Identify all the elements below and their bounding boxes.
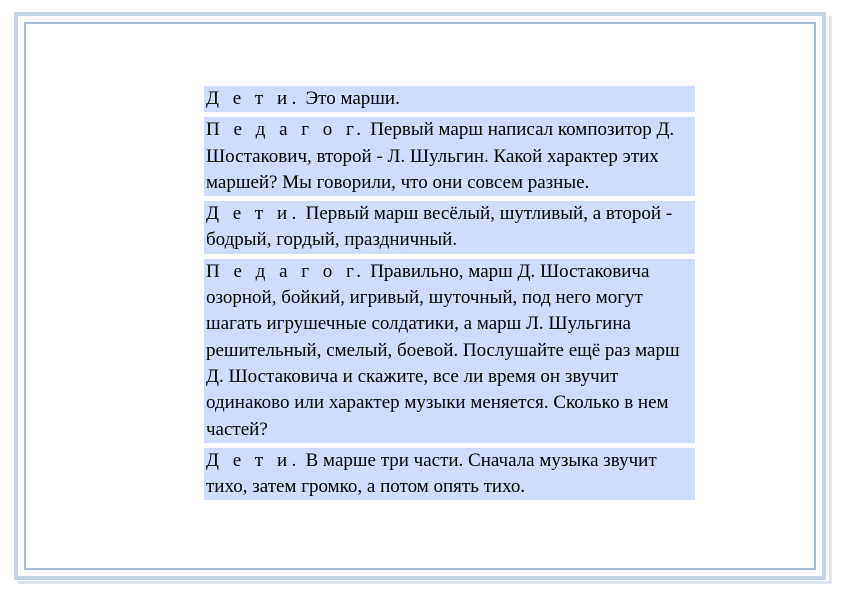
dialogue-text-box bbox=[204, 86, 695, 500]
speaker-label: Д е т и. bbox=[206, 449, 301, 471]
dialogue-line: Это марши. bbox=[305, 88, 400, 109]
dialogue-paragraph-teacher bbox=[204, 117, 695, 196]
dialogue-line: Правильно, марш Д. Шостаковича озорной, бойкий, игривый, шуточный, под него могут шагать игрушечные солдатики, а марш Л. Шульгина решительный, смелый, боевой. Послушайте ещё раз марш Д. Шостаковича и скажите, все ли время он звучит одинаково или характер музыки меняется. Сколько в нем частей? bbox=[206, 260, 680, 440]
speaker-label: П е д а г о г. bbox=[206, 119, 366, 141]
dialogue-paragraph-children bbox=[204, 448, 695, 501]
speaker-label: Д е т и. bbox=[206, 88, 301, 109]
dialogue-paragraph-children bbox=[204, 86, 695, 112]
dialogue-line: Первый марш написал композитор Д. Шостакович, второй - Л. Шульгин. Какой характер этих маршей? Мы говорили, что они совсем разные. bbox=[206, 119, 675, 193]
speaker-label: П е д а г о г. bbox=[206, 260, 366, 282]
dialogue-paragraph-children bbox=[204, 201, 695, 254]
dialogue-line: Первый марш весёлый, шутливый, а второй - бодрый, гордый, праздничный. bbox=[206, 203, 673, 251]
dialogue-paragraph-teacher bbox=[204, 259, 695, 443]
speaker-label: Д е т и. bbox=[206, 203, 301, 225]
dialogue-line: В марше три части. Сначала музыка звучит тихо, затем громко, а потом опять тихо. bbox=[206, 449, 657, 498]
